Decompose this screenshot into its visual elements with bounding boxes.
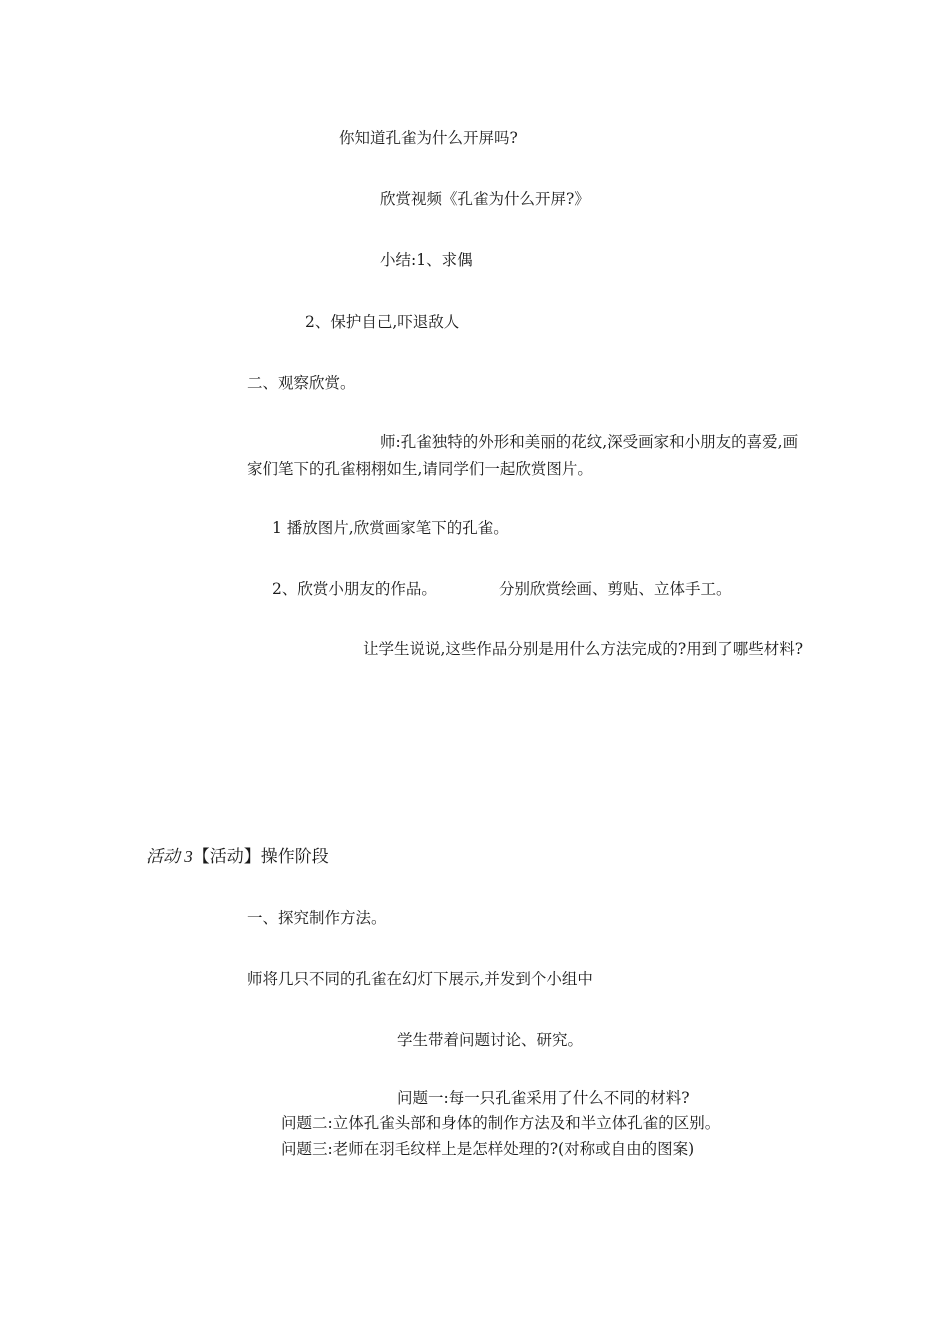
activity-heading (146, 847, 329, 867)
question-3-line: 问题三:老师在羽毛纹样上是怎样处理的?(对称或自由的图案) (281, 1140, 695, 1158)
students-discuss-line: 学生带着问题讨论、研究。 (397, 1031, 584, 1049)
step-2-detail: 分别欣赏绘画、剪贴、立体手工。 (499, 580, 732, 598)
section-heading-observe: 二、观察欣赏。 (247, 374, 356, 392)
activity-number: 活动 3 (146, 847, 193, 866)
question-1-line: 问题一:每一只孔雀采用了什么不同的材料? (397, 1089, 690, 1107)
question-2-line: 问题二:立体孔雀头部和身体的制作方法及和半立体孔雀的区别。 (281, 1114, 721, 1132)
students-say-paragraph: 让学生说说,这些作品分别是用什么方法完成的?用到了哪些材料? (363, 640, 804, 658)
video-line: 欣赏视频《孔雀为什么开屏?》 (380, 190, 590, 208)
teacher-show-line: 师将几只不同的孔雀在幻灯下展示,并发到个小组中 (247, 970, 593, 988)
step-1-line: 1 播放图片,欣赏画家笔下的孔雀。 (272, 519, 509, 537)
section-heading-explore: 一、探究制作方法。 (247, 909, 387, 927)
step-2-line: 2、欣赏小朋友的作品。 (272, 580, 437, 598)
summary-line-1: 小结:1、求偶 (380, 251, 473, 269)
activity-title: 【活动】操作阶段 (192, 847, 329, 867)
summary-line-2: 2、保护自己,吓退敌人 (305, 313, 460, 331)
question-line: 你知道孔雀为什么开屏吗? (339, 129, 518, 147)
teacher-intro-paragraph: 师:孔雀独特的外形和美丽的花纹,深受画家和小朋友的喜爱,画家们笔下的孔雀栩栩如生,请同学们一起欣赏图片。 (247, 433, 799, 478)
